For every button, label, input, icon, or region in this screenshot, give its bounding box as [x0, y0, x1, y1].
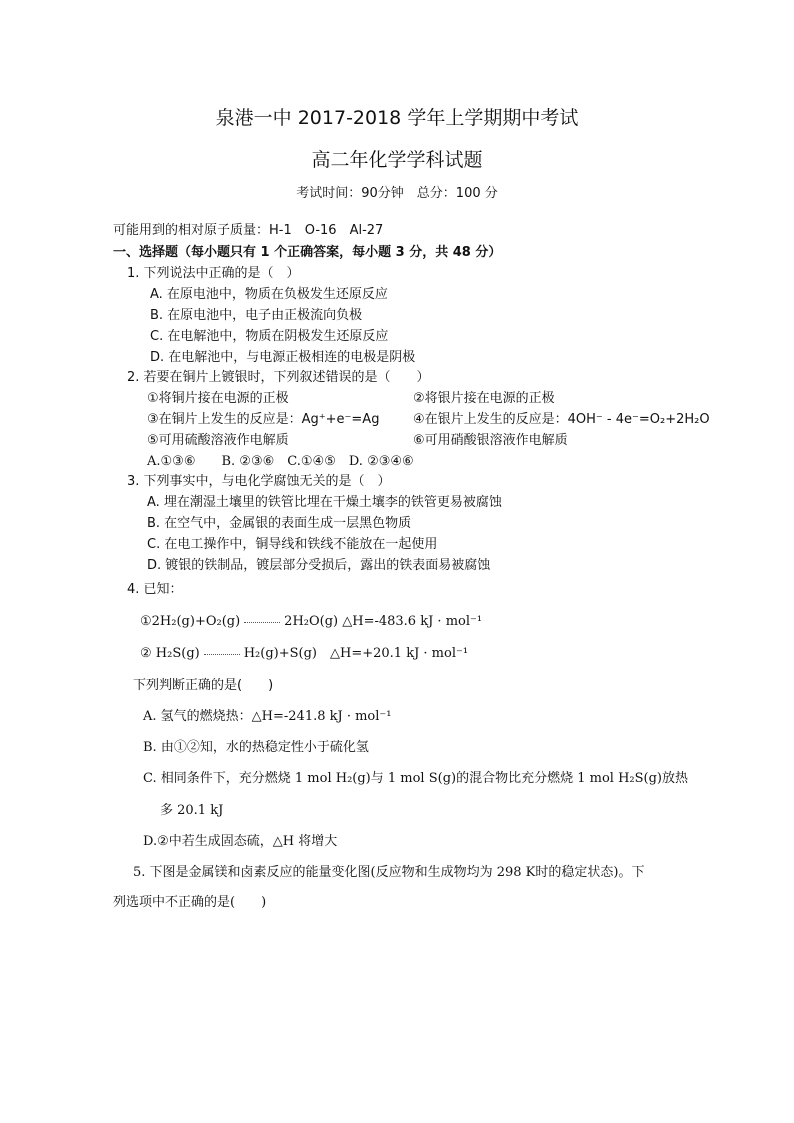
q1-option-b: B. 在原电池中，电子由正极流向负极	[150, 308, 363, 323]
q2-item-3: ③在铜片上发生的反应是：Ag⁺+e⁻=Ag	[147, 412, 380, 427]
q4-stem: 4. 已知：	[127, 582, 183, 597]
q3-option-a: A. 埋在潮湿土壤里的铁管比埋在干燥土壤李的铁管更易被腐蚀	[147, 495, 502, 510]
q4-question: 下列判断正确的是( )	[133, 678, 274, 693]
q2-item-6: ⑥可用硝酸银溶液作电解质	[413, 433, 568, 448]
q4-eq1-right: 2H₂O(g) △H=-483.6 kJ · mol⁻¹	[284, 614, 483, 629]
q2-item-2: ②将银片接在电源的正极	[413, 391, 555, 406]
q2-item-1: ①将铜片接在电源的正极	[147, 391, 289, 406]
q4-option-a: A. 氢气的燃烧热：△H=-241.8 kJ · mol⁻¹	[143, 709, 392, 724]
q4-eq2-left: ② H₂S(g)	[140, 646, 200, 661]
section-heading: 一、选择题（每小题只有 1 个正确答案，每小题 3 分，共 48 分）	[113, 245, 502, 260]
equilibrium-sign-icon	[244, 621, 280, 623]
q4-option-b: B. 由①②知，水的热稳定性小于硫化氢	[143, 740, 369, 755]
q3-option-b: B. 在空气中，金属银的表面生成一层黑色物质	[147, 516, 412, 531]
q1-option-c: C. 在电解池中，物质在阴极发生还原反应	[150, 329, 389, 344]
exam-subtitle: 高二年化学学科试题	[311, 149, 483, 171]
q4-option-d: D.②中若生成固态硫，△H 将增大	[143, 834, 338, 849]
q2-item-4: ④在银片上发生的反应是：4OH⁻ - 4e⁻=O₂+2H₂O	[413, 412, 710, 427]
q4-eq2-right: H₂(g)+S(g) △H=+20.1 kJ · mol⁻¹	[243, 646, 469, 661]
q3-stem: 3. 下列事实中，与电化学腐蚀无关的是（ ）	[127, 474, 391, 489]
q4-option-c-line1: C. 相同条件下，充分燃烧 1 mol H₂(g)与 1 mol S(g)的混合物比充分燃烧 1 mol H₂S(g)放热	[143, 771, 688, 786]
q2-stem: 2. 若要在铜片上镀银时，下列叙述错误的是（ ）	[127, 370, 430, 385]
atomic-mass-line: 可能用到的相对原子质量：H-1 O-16 Al-27	[113, 223, 384, 238]
q3-option-c: C. 在电工操作中，铜导线和铁线不能放在一起使用	[147, 537, 438, 552]
q5-line-1: 5. 下图是金属镁和卤素反应的能量变化图(反应物和生成物均为 298 K时的稳定状态)。下	[133, 865, 645, 880]
q1-stem: 1. 下列说法中正确的是（ ）	[127, 266, 300, 281]
q1-option-a: A. 在原电池中，物质在负极发生还原反应	[150, 287, 388, 302]
q4-equation-1	[140, 612, 482, 632]
q4-equation-2	[140, 644, 468, 664]
q4-eq1-left: ①2H₂(g)+O₂(g)	[140, 614, 241, 629]
q3-option-d: D. 镀银的铁制品，镀层部分受损后，露出的铁表面易被腐蚀	[147, 558, 491, 573]
q2-choices: A.①③⑥ B. ②③⑥ C.①④⑤ D. ②③④⑥	[147, 454, 414, 469]
q4-option-c-line2: 多 20.1 kJ	[160, 803, 224, 818]
exam-info: 考试时间：90分钟 总分：100 分	[296, 186, 498, 201]
q2-item-5: ⑤可用硫酸溶液作电解质	[147, 433, 289, 448]
exam-title: 泉港一中 2017-2018 学年上学期期中考试	[215, 107, 579, 129]
equilibrium-sign-icon	[204, 653, 240, 655]
q5-line-2: 列选项中不正确的是( )	[113, 895, 267, 910]
q1-option-d: D. 在电解池中，与电源正极相连的电极是阴极	[150, 350, 416, 365]
